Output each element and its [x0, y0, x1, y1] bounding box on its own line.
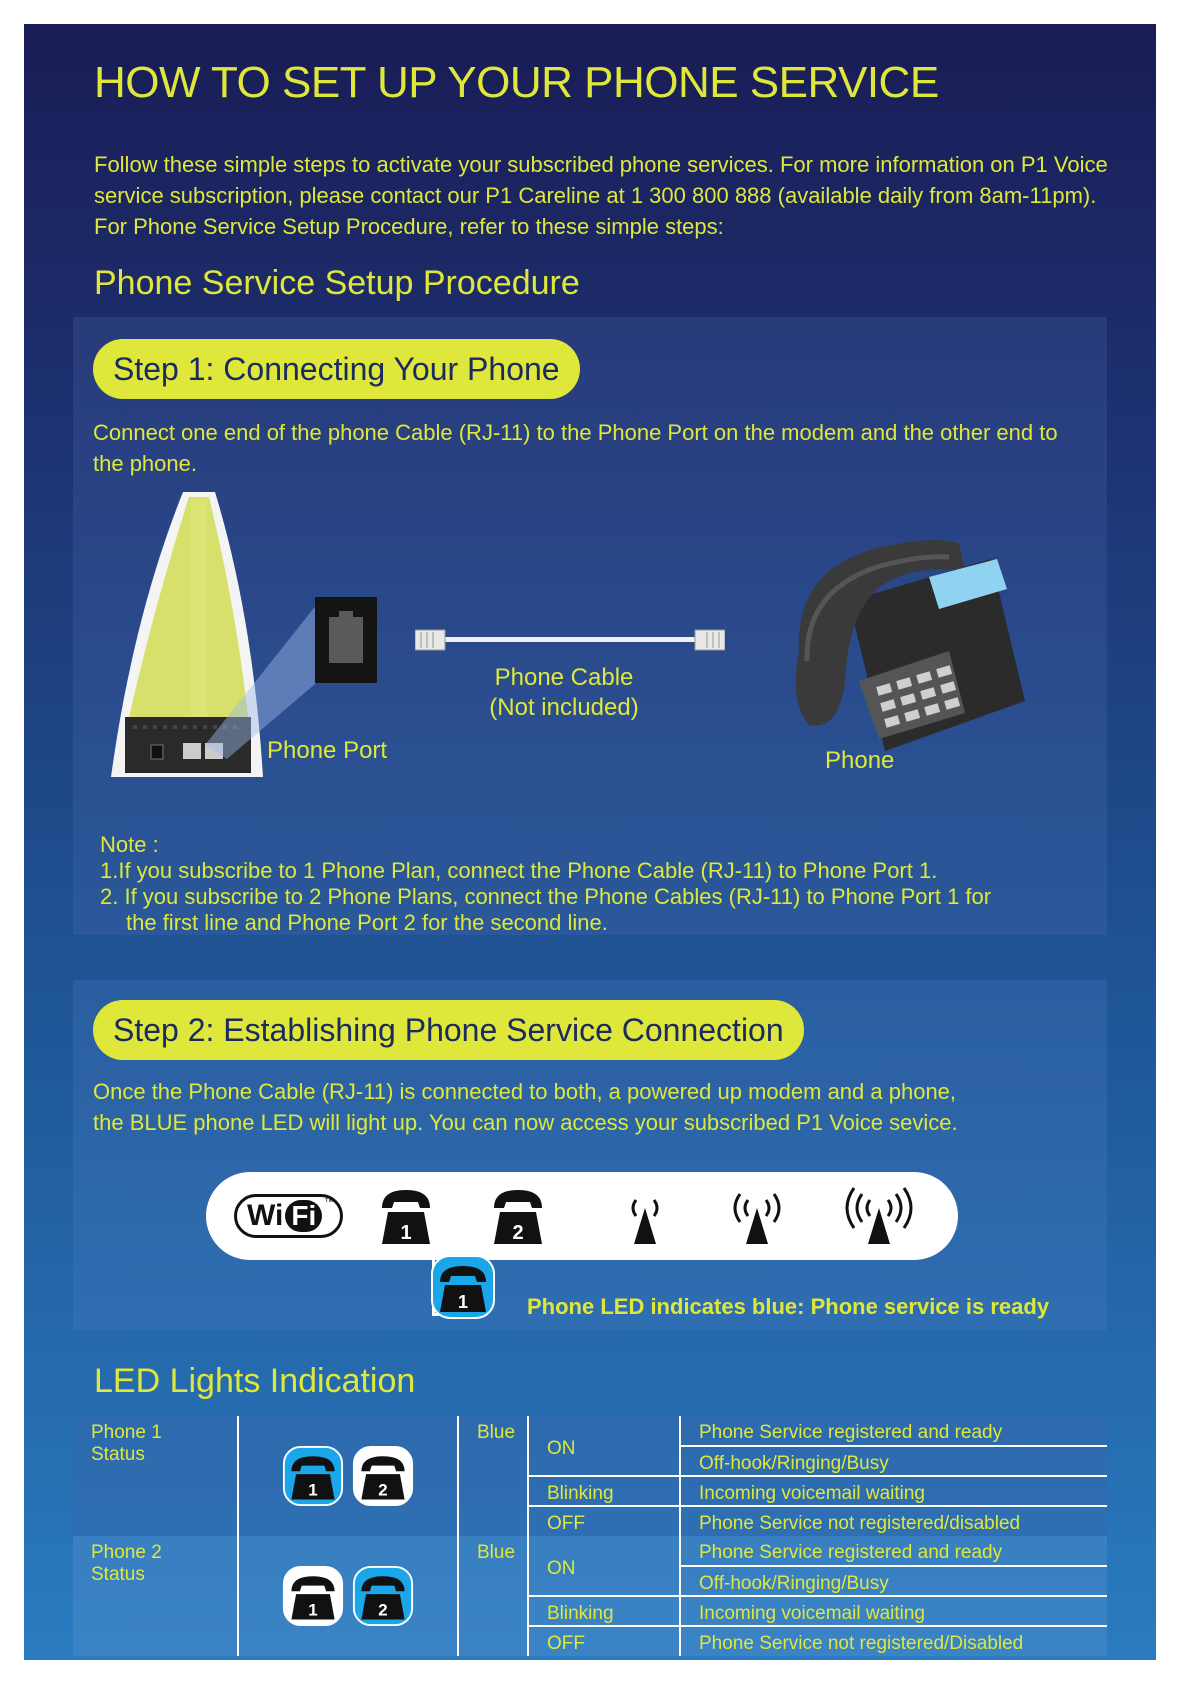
phone-cable-label-line1: Phone Cable — [494, 664, 634, 691]
setup-guide-page — [24, 24, 1156, 1660]
state-on: ON — [528, 1416, 680, 1476]
state-desc: Phone Service registered and ready — [680, 1416, 1107, 1446]
phone-port-label: Phone Port — [267, 737, 388, 764]
led-table — [73, 1416, 1107, 1656]
phone-1-icon — [378, 1186, 434, 1248]
led-color: Blue — [458, 1416, 528, 1536]
led-color: Blue — [458, 1536, 528, 1656]
signal-weak-icon — [620, 1186, 670, 1246]
led-caption: Phone LED indicates blue: Phone service is ready — [527, 1294, 1050, 1319]
state-blinking: Blinking — [528, 1476, 680, 1506]
table-row — [73, 1536, 1107, 1566]
step2-text-line2: the BLUE phone LED will light up. You can now access your subscribed P1 Voice sevice. — [93, 1110, 958, 1135]
status-label: Phone 1 Status — [73, 1416, 238, 1536]
wifi-logo — [234, 1194, 343, 1238]
state-desc: Phone Service registered and ready — [680, 1536, 1107, 1566]
phone-cable-label — [449, 663, 679, 723]
step1-note — [100, 832, 991, 936]
table-phone-num: 2 — [378, 1480, 388, 1500]
led-heading: LED Lights Indication — [94, 1362, 416, 1400]
procedure-heading: Phone Service Setup Procedure — [94, 264, 580, 302]
wifi-logo-tm: ™ — [324, 1197, 335, 1208]
wifi-logo-text-a: Wi — [247, 1199, 284, 1232]
intro-paragraph: Follow these simple steps to activate your subscribed phone services. For more information on P1 Voice service subscription, please contact our P1 Careline at 1 300 800 888 (available daily from 8am-11pm). For Phone Service Setup Procedure, refer to these simple steps: — [94, 152, 1108, 239]
state-desc: Phone Service not registered/Disabled — [680, 1626, 1107, 1656]
table-phone-num: 1 — [308, 1480, 318, 1500]
state-on: ON — [528, 1536, 680, 1596]
status-label: Phone 2 Status — [73, 1536, 238, 1656]
led-indicator-bar — [206, 1172, 958, 1260]
desk-phone-icon — [779, 531, 1059, 761]
page-title: HOW TO SET UP YOUR PHONE SERVICE — [94, 58, 939, 107]
state-desc: Incoming voicemail waiting — [680, 1596, 1107, 1626]
status-icons — [238, 1416, 458, 1536]
phone-2-icon — [490, 1186, 546, 1248]
table-phone-1-icon — [282, 1565, 344, 1627]
signal-strong-icon — [834, 1186, 924, 1246]
phone-2-icon-num: 2 — [512, 1222, 524, 1244]
phone-1-led-num: 1 — [457, 1292, 469, 1312]
note-item-2-cont: the first line and Phone Port 2 for the second line. — [126, 910, 608, 935]
table-row — [73, 1416, 1107, 1446]
table-phone-2-icon — [352, 1565, 414, 1627]
step2-text — [93, 1076, 1093, 1138]
step1-title: Step 1: Connecting Your Phone — [93, 339, 580, 399]
step2-text-line1: Once the Phone Cable (RJ-11) is connected to both, a powered up modem and a phone, — [93, 1079, 957, 1104]
note-item-2: 2. If you subscribe to 2 Phone Plans, connect the Phone Cables (RJ-11) to Phone Port 1 for — [100, 884, 992, 909]
step1-text: Connect one end of the phone Cable (RJ-11) to the Phone Port on the modem and the other end to the phone. — [93, 420, 1058, 476]
state-off: OFF — [528, 1626, 680, 1656]
table-phone-num: 2 — [378, 1600, 388, 1620]
state-blinking: Blinking — [528, 1596, 680, 1626]
table-phone-1-icon — [282, 1445, 344, 1507]
status-icons — [238, 1536, 458, 1656]
phone-cable-icon — [415, 627, 725, 653]
step2-panel — [73, 980, 1107, 1330]
signal-medium-icon — [722, 1186, 792, 1246]
state-desc: Off-hook/Ringing/Busy — [680, 1446, 1107, 1476]
table-phone-2-icon — [352, 1445, 414, 1507]
state-desc: Incoming voicemail waiting — [680, 1476, 1107, 1506]
step2-title: Step 2: Establishing Phone Service Connection — [93, 1000, 804, 1060]
note-title: Note : — [100, 832, 159, 857]
state-desc: Phone Service not registered/disabled — [680, 1506, 1107, 1536]
note-item-1: 1.If you subscribe to 1 Phone Plan, connect the Phone Cable (RJ-11) to Phone Port 1. — [100, 858, 938, 883]
phone-cable-label-line2: (Not included) — [489, 694, 639, 721]
phone-1-led-blue-icon — [430, 1254, 496, 1320]
wifi-logo-text-b: Fi — [285, 1200, 322, 1232]
state-desc: Off-hook/Ringing/Busy — [680, 1566, 1107, 1596]
phone-1-icon-num: 1 — [400, 1222, 412, 1244]
phone-label: Phone — [825, 747, 895, 774]
state-off: OFF — [528, 1506, 680, 1536]
table-phone-num: 1 — [308, 1600, 318, 1620]
